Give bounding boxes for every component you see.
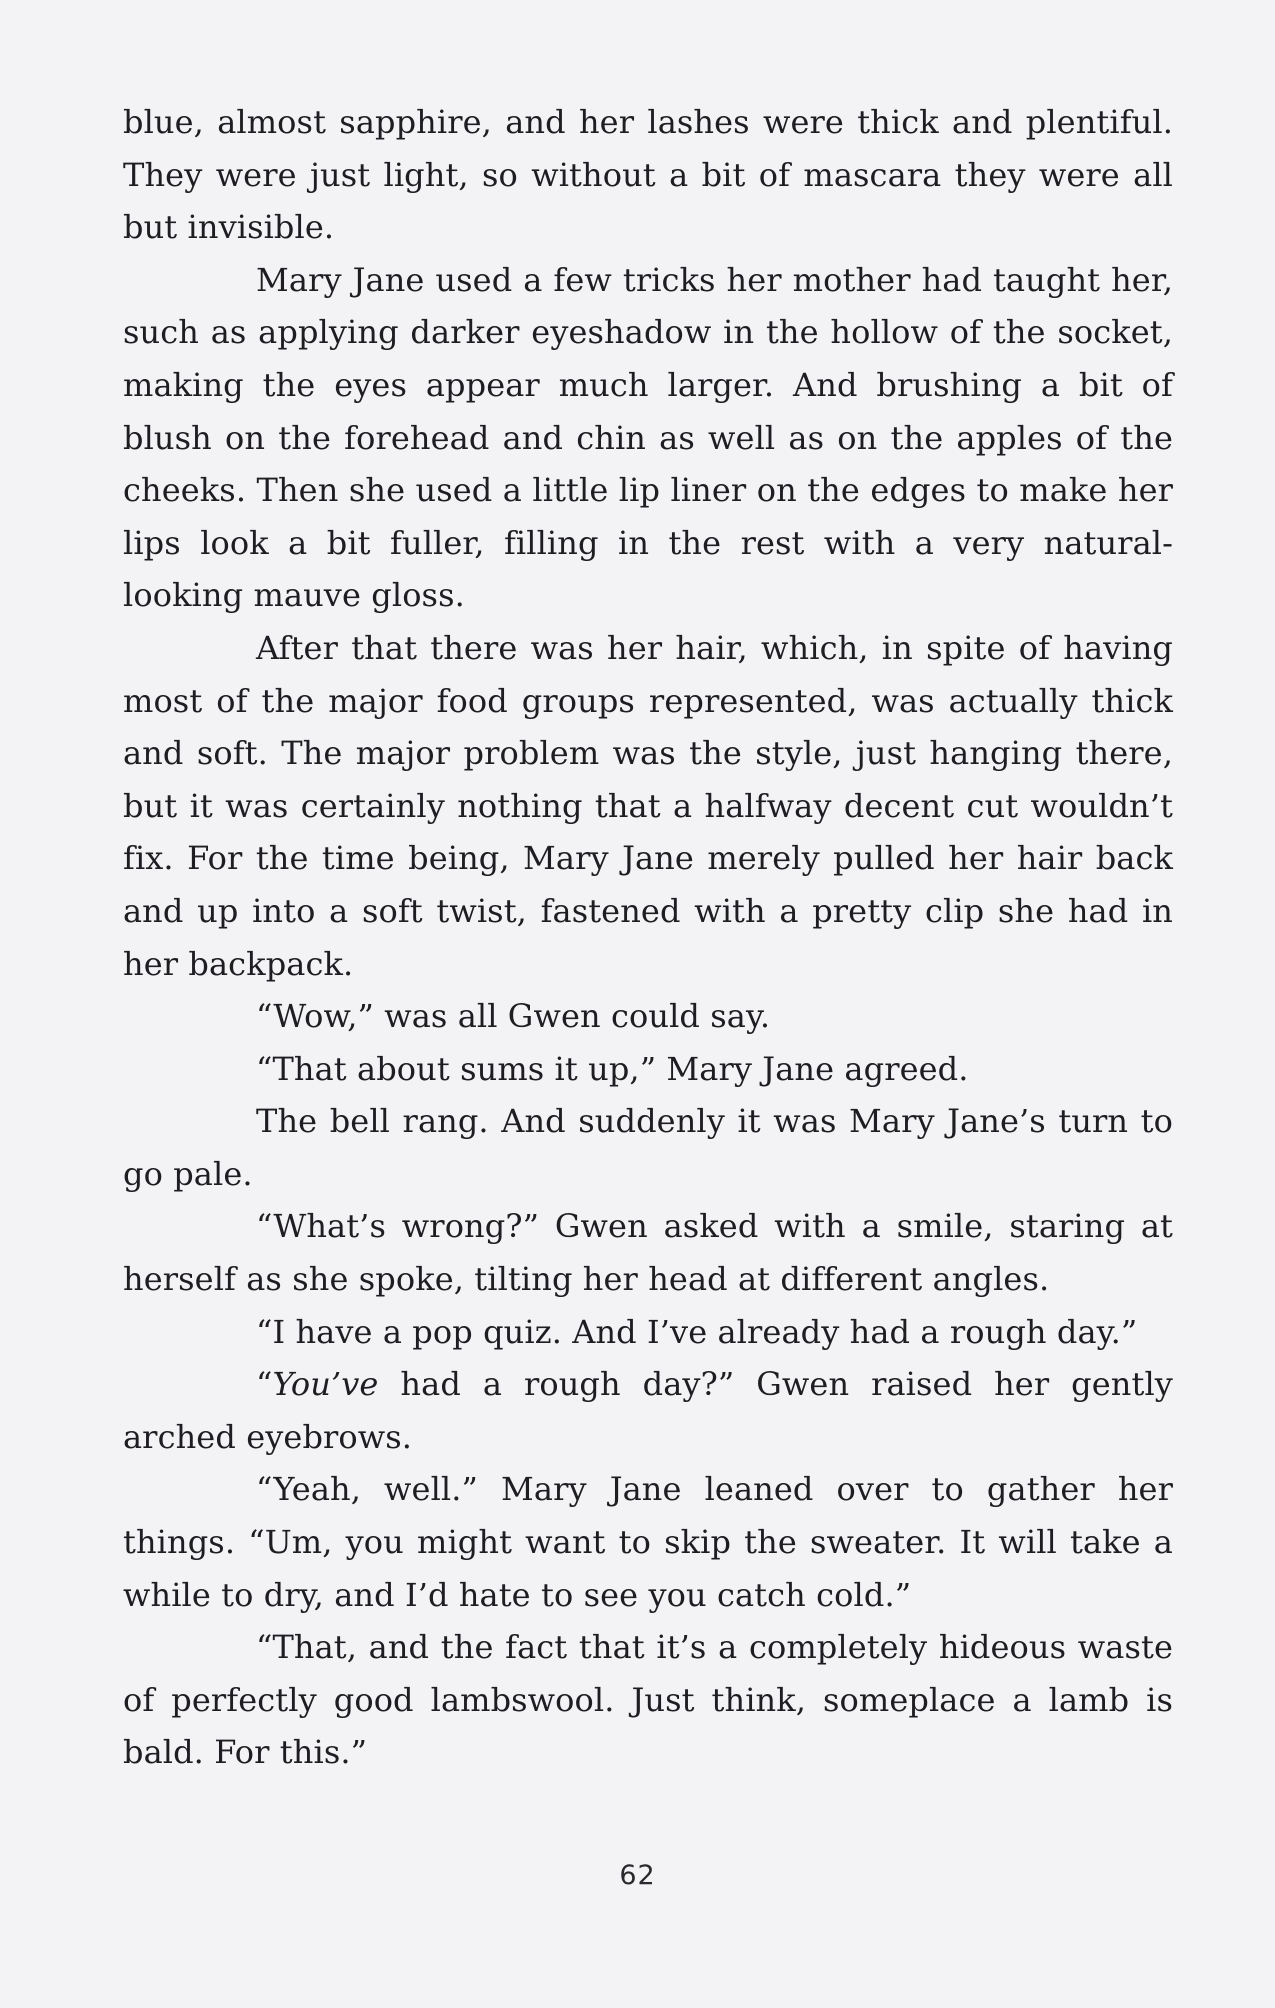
page-number: 62 — [619, 1860, 656, 1891]
body-text — [123, 96, 1173, 1779]
paragraph-bell-rang — [123, 1095, 1173, 1200]
paragraph-text: “What’s wrong?” Gwen asked with a smile, staring at herself as she spoke, tilting her head at different angles. — [123, 1207, 1173, 1299]
paragraph-text: “Wow,” was all Gwen could say. — [256, 997, 771, 1036]
paragraph-rough-day — [123, 1358, 1173, 1463]
paragraph-text: blue, almost sapphire, and her lashes were thick and plentiful. They were just light, so without a bit of mascara they were all but invisible. — [123, 103, 1173, 247]
paragraph-text: After that there was her hair, which, in spite of having most of the major food groups represented, was actually thick and soft. The major problem was the style, just hanging there, but it was certainly nothing that a halfway decent cut wouldn’t fix. For the time being, Mary Jane merely pulled her hair back and up into a soft twist, fastened with a pretty clip she had in her backpack. — [123, 628, 1173, 983]
paragraph-text: had a rough day?” Gwen raised her gently arched eyebrows. — [123, 1365, 1173, 1456]
paragraph-makeup-tricks — [123, 254, 1173, 622]
paragraph-continued — [123, 96, 1173, 254]
paragraph-wow — [123, 990, 1173, 1043]
emphasis-text: You’ve — [272, 1365, 379, 1404]
paragraph-yeah-well — [123, 1463, 1173, 1621]
paragraph-hair — [123, 622, 1173, 990]
paragraph-lambswool — [123, 1621, 1173, 1779]
paragraph-text: “Yeah, well.” Mary Jane leaned over to gather her things. “Um, you might want to skip the sweater. It will take a while to dry, and I’d hate to see you catch cold.” — [123, 1470, 1173, 1614]
paragraph-text: “I have a pop quiz. And I’ve already had a rough day.” — [256, 1312, 1138, 1351]
paragraph-text: “That about sums it up,” Mary Jane agreed. — [256, 1049, 969, 1088]
paragraph-pop-quiz — [123, 1306, 1173, 1359]
paragraph-text: Mary Jane used a few tricks her mother had taught her, such as applying darker eyeshadow in the hollow of the socket, making the eyes appear much larger. And brushing a bit of blush on the forehead and chin as well as on the apples of the cheeks. Then she used a little lip liner on the edges to make her lips look a bit fuller, filling in the rest with a very natural-looking mauve gloss. — [123, 260, 1173, 615]
paragraph-sums-it-up — [123, 1043, 1173, 1096]
paragraph-text: The bell rang. And suddenly it was Mary Jane’s turn to go pale. — [123, 1102, 1173, 1193]
paragraph-whats-wrong — [123, 1200, 1173, 1305]
quote-open: “ — [256, 1365, 273, 1404]
paragraph-text: “That, and the fact that it’s a completely hideous waste of perfectly good lambswool. Just think, someplace a lamb is bald. For this.” — [123, 1628, 1173, 1772]
